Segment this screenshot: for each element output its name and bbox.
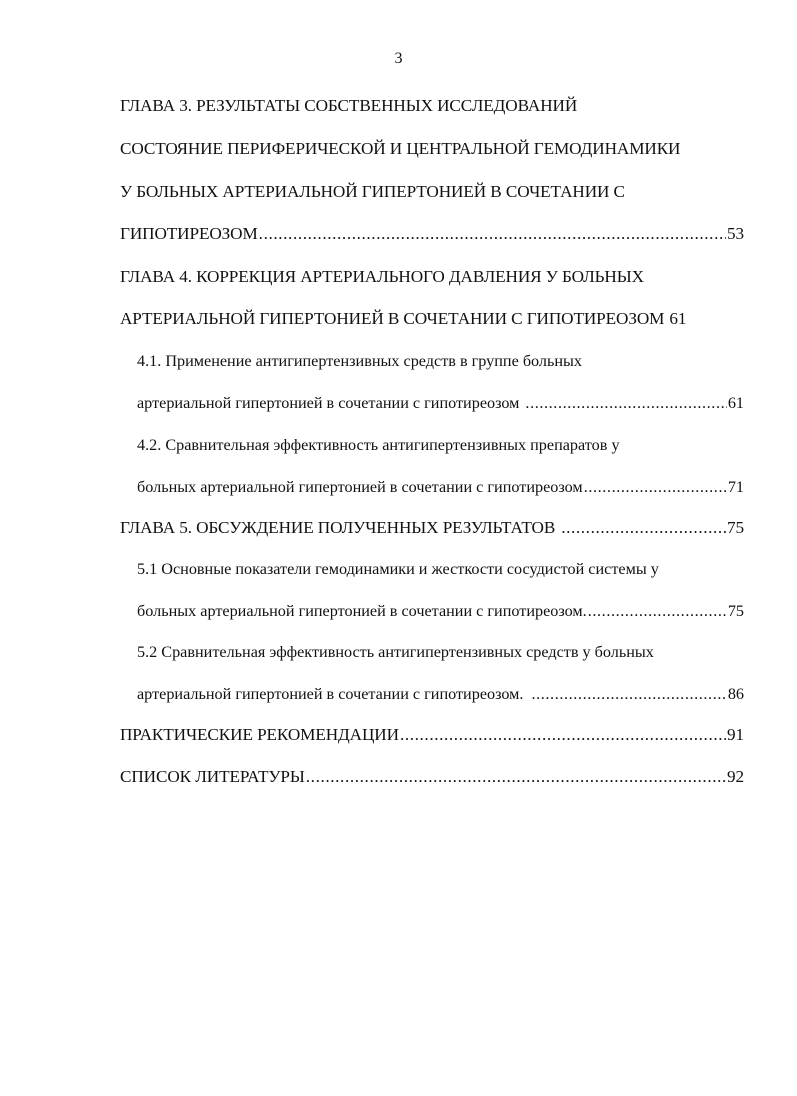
toc-page-number: 61 [727, 394, 744, 412]
toc-text: 4.1. Применение антигипертензивных средств в группе больных [137, 352, 583, 370]
toc-text: У БОЛЬНЫХ АРТЕРИАЛЬНОЙ ГИПЕРТОНИЕЙ В СОЧЕТАНИИ С [120, 182, 625, 201]
toc-text: СОСТОЯНИЕ ПЕРИФЕРИЧЕСКОЙ И ЦЕНТРАЛЬНОЙ ГЕМОДИНАМИКИ [120, 139, 681, 158]
toc-section-5-1-entry[interactable] [137, 598, 744, 624]
toc-text: ГЛАВА 5. ОБСУЖДЕНИЕ ПОЛУЧЕННЫХ РЕЗУЛЬТАТОВ [120, 518, 556, 537]
dot-leader [400, 722, 726, 748]
toc-chapter-3-line-2 [120, 136, 744, 162]
toc-page-number: 61 [669, 309, 687, 328]
toc-page-number: 75 [727, 602, 744, 620]
toc-chapter-4-entry[interactable] [120, 306, 744, 332]
toc-text: артериальной гипертонией в сочетании с гипотиреозом [137, 394, 520, 412]
dot-leader [525, 390, 726, 416]
toc-references-entry[interactable] [120, 764, 744, 790]
page-number: 3 [394, 50, 403, 67]
dot-leader [584, 474, 727, 500]
toc-text: ПРАКТИЧЕСКИЕ РЕКОМЕНДАЦИИ [120, 725, 399, 744]
toc-page-number: 53 [727, 224, 744, 243]
toc-chapter-3-entry[interactable] [120, 221, 744, 247]
toc-section-4-1-line-1 [137, 348, 744, 374]
toc-text: больных артериальной гипертонией в сочетании с гипотиреозом. [137, 602, 587, 620]
toc-section-4-1-entry[interactable] [137, 390, 744, 416]
toc-page-number: 92 [727, 767, 744, 786]
toc-section-4-2-entry[interactable] [137, 474, 744, 500]
toc-text: больных артериальной гипертонией в сочетании с гипотиреозом [137, 478, 583, 496]
toc-page-number: 91 [727, 725, 744, 744]
toc-text: 5.1 Основные показатели гемодинамики и жесткости сосудистой системы у [137, 560, 659, 578]
toc-text: АРТЕРИАЛЬНОЙ ГИПЕРТОНИЕЙ В СОЧЕТАНИИ С ГИПОТИРЕОЗОМ [120, 309, 665, 328]
toc-text: ГЛАВА 4. КОРРЕКЦИЯ АРТЕРИАЛЬНОГО ДАВЛЕНИЯ У БОЛЬНЫХ [120, 267, 644, 286]
dot-leader [306, 764, 726, 790]
toc-chapter-3-line-3 [120, 179, 744, 205]
toc-text: ГЛАВА 3. РЕЗУЛЬТАТЫ СОБСТВЕННЫХ ИССЛЕДОВАНИЙ [120, 96, 578, 115]
dot-leader [561, 515, 726, 541]
toc-text: 5.2 Сравнительная эффективность антигипертензивных средств у больных [137, 643, 654, 661]
toc-section-4-2-line-1 [137, 432, 744, 458]
toc-page-number: 71 [727, 478, 744, 496]
toc-chapter-5-entry[interactable] [120, 515, 744, 541]
toc-text: ГИПОТИРЕОЗОМ [120, 224, 258, 243]
dot-leader [588, 598, 727, 624]
toc-recommendations-entry[interactable] [120, 722, 744, 748]
toc-text: 4.2. Сравнительная эффективность антигипертензивных препаратов у [137, 436, 620, 454]
dot-leader [259, 221, 726, 247]
toc-chapter-3-line-1 [120, 93, 744, 119]
toc-text: артериальной гипертонией в сочетании с гипотиреозом. [137, 685, 524, 703]
toc-text: СПИСОК ЛИТЕРАТУРЫ [120, 767, 305, 786]
toc-section-5-2-entry[interactable] [137, 681, 744, 707]
toc-section-5-1-line-1 [137, 556, 744, 582]
toc-page-number: 75 [727, 518, 744, 537]
toc-chapter-4-line-1 [120, 264, 744, 290]
toc-page-number: 86 [727, 685, 744, 703]
dot-leader [531, 681, 726, 707]
toc-section-5-2-line-1 [137, 639, 744, 665]
